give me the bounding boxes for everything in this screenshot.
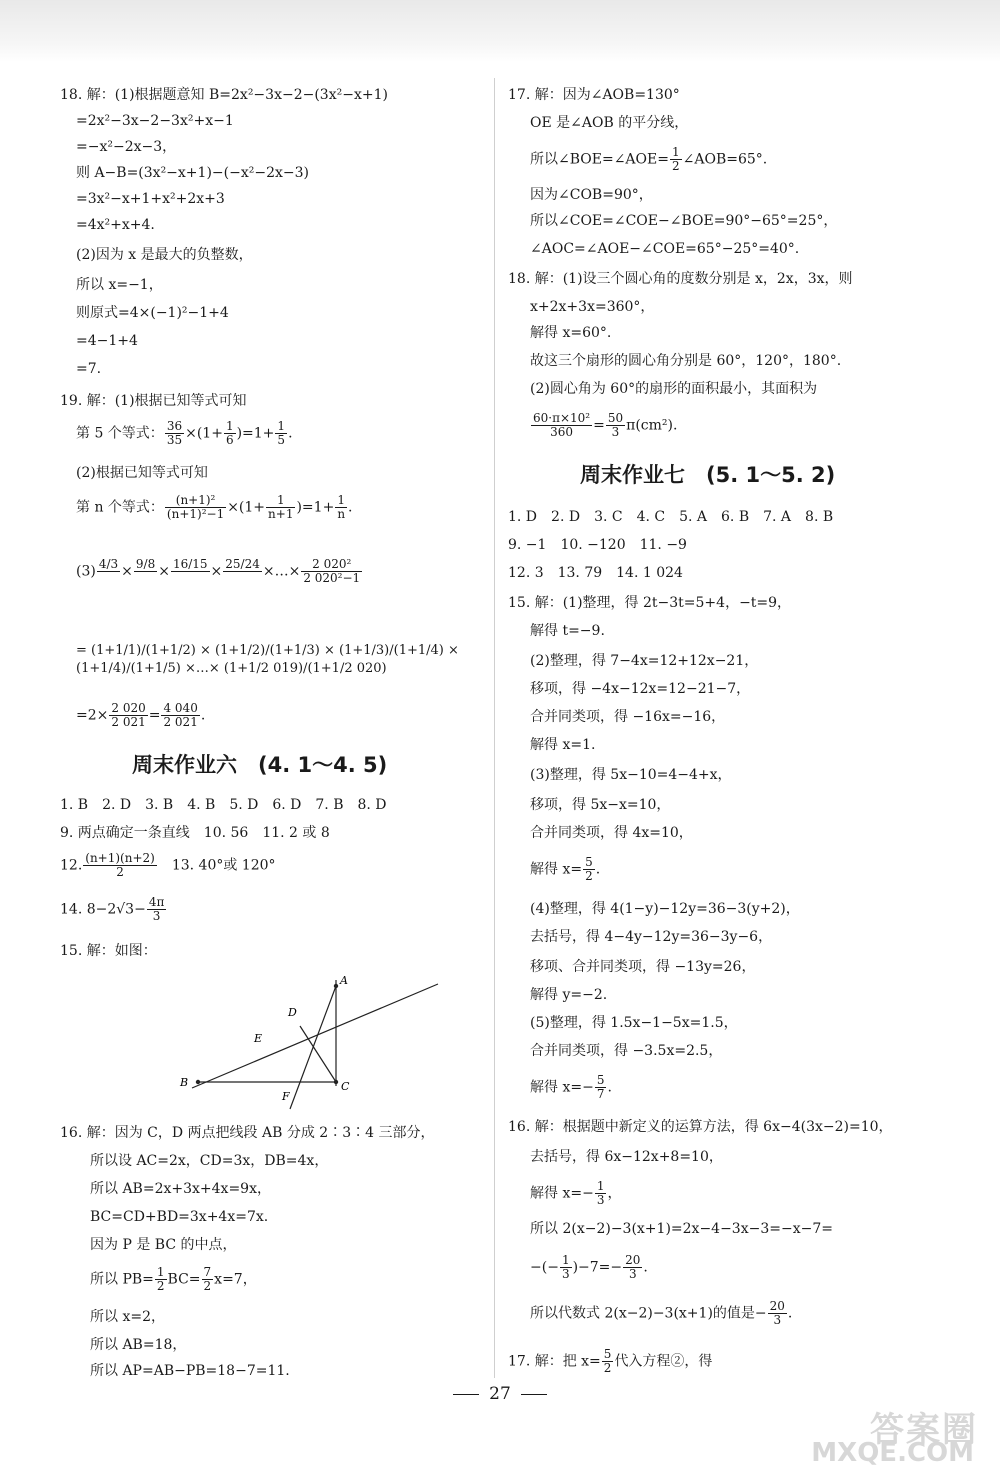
r-q15-line13: 移项、合并同类项，得 −13y=26， [530,959,756,975]
r-q16-line1: 16. 解：根据题中新定义的运算方法，得 6x−4(3x−2)=10， [508,1119,893,1135]
line-af [290,986,336,1109]
r-q15-line12: 去括号，得 4−4y−12y=36−3y−6， [530,929,773,945]
label-e: E [254,1032,263,1045]
r-q15-line7: (3)整理，得 5x−10=4−4+x， [530,767,732,783]
scan-band [0,0,1000,62]
r-q18-line1: 18. 解：(1)设三个圆心角的度数分别是 x，2x，3x，则 [508,271,853,287]
label-c: C [341,1080,350,1093]
q19-line7: =2× $\frac{2 020}{2 021}$ = $\frac{4 040}{2 021}$ . [76,701,206,729]
r-q16-line2: 去括号，得 6x−12x+8=10， [530,1149,723,1165]
r-q15-line10: 解得 x= $\frac{5}{2}$ . [530,855,601,883]
q19-line1: 19. 解：(1)根据已知等式可知 [60,393,247,409]
geometry-figure [170,964,470,1114]
ans6-line5: 15. 解：如图： [60,943,157,959]
q16-line6: 所以 PB= $\frac{1}{2}$ BC= $\frac{7}{2}$ x=7， [90,1265,257,1293]
line-ba [192,984,438,1088]
label-f: F [282,1090,290,1103]
point-c [334,1080,338,1084]
r-q16-line6: 所以代数式 2(x−2)−3(x+1)的值是− $\frac{20}{3}$ . [530,1299,793,1327]
q18-line1: 18. 解：(1)根据题意知 B=2x²−3x−2−(3x²−x+1) [60,87,388,103]
ans6-line4: 14. 8−2√3− $\frac{4\pi}{3}$ [60,895,165,923]
r-q17-line2: OE 是∠AOB 的平分线， [530,115,689,131]
ans6-line2: 9. 两点确定一条直线 10. 56 11. 2 或 8 [60,825,330,841]
section-title-7: 周末作业七 (5. 1～5. 2) [580,463,836,487]
r-q18-line6: $\frac{\text{60·π×10²}}{360}$ = $\frac{50}{3}$ π(cm²). [533,411,678,439]
r-q18-line4: 故这三个扇形的圆心角分别是 60°，120°，180°. [530,353,842,369]
r-q17b-line1: 17. 解：把 x= $\frac{5}{2}$ 代入方程②，得 [508,1347,713,1375]
watermark-logo: 答案圈 [870,1410,978,1450]
q18-line3: =−x²−2x−3， [76,139,177,155]
r-q15-line9: 合并同类项，得 4x=10， [530,825,693,841]
watermark-url: MXQE.COM [811,1438,974,1468]
q18-line7: (2)因为 x 是最大的负整数， [76,247,253,263]
point-a [334,984,338,988]
r-q15-line15: (5)整理，得 1.5x−1−5x=1.5， [530,1015,738,1031]
q19-line5: (3) 4/3 × 9/8 × 16/15 × 25/24 ×…× $\frac{\text{2 020²}}{\text{2 020²−1}}$ [76,557,361,585]
q16-line5: 因为 P 是 BC 的中点， [90,1237,237,1253]
q16-line2: 所以设 AC=2x，CD=3x，DB=4x， [90,1153,329,1169]
q18-line4: 则 A−B=(3x²−x+1)−(−x²−2x−3) [76,165,309,181]
q19-line6: = (1+1/1)/(1+1/2) × (1+1/2)/(1+1/3) × (1+1/3)/(1+1/4) × (1+1/4)/(1+1/5) ×…× (1+1/2 019)/(1+1/2 020) [76,643,459,676]
r-q16-line4: 所以 2(x−2)−3(x+1)=2x−4−3x−3=−x−7= [530,1221,833,1237]
r-q17-line6: ∠AOC=∠AOE−∠COE=65°−25°=40°. [530,241,800,257]
q18-line6: =4x²+x+4. [76,217,155,233]
ans6-line1: 1. B 2. D 3. B 4. B 5. D 6. D 7. B 8. D [60,797,387,813]
r-q15-line3: (2)整理，得 7−4x=12+12x−21， [530,653,759,669]
r-q15-line16: 合并同类项，得 −3.5x=2.5， [530,1043,723,1059]
q16-line7: 所以 x=2， [90,1309,165,1325]
ans7-line3: 12. 3 13. 79 14. 1 024 [508,565,683,581]
r-q17-line1: 17. 解：因为∠AOB=130° [508,87,680,103]
label-a: A [340,974,348,987]
page-number: 27 [0,1384,1000,1404]
r-q17-line4: 因为∠COB=90°， [530,187,653,203]
label-b: B [180,1076,189,1089]
q18-line11: =7. [76,361,102,377]
r-q18-line5: (2)圆心角为 60°的扇形的面积最小，其面积为 [530,381,818,397]
r-q15-line4: 移项，得 −4x−12x=12−21−7， [530,681,751,697]
q18-line10: =4−1+4 [76,333,138,349]
r-q17-line5: 所以∠COE=∠COE−∠BOE=90°−65°=25°， [530,213,838,229]
section-title-6: 周末作业六 (4. 1～4. 5) [132,753,388,777]
q16-line8: 所以 AB=18， [90,1337,187,1353]
q16-line4: BC=CD+BD=3x+4x=7x. [90,1209,269,1225]
r-q15-line8: 移项，得 5x−x=10， [530,797,671,813]
ans6-line3: 12. $\frac{(n+1)(n+2)}{2}$ 13. 40°或 120° [60,851,276,879]
q19-line3: (2)根据已知等式可知 [76,465,208,481]
r-q18-line2: x+2x+3x=360°， [530,299,655,315]
r-q18-line3: 解得 x=60°. [530,325,612,341]
r-q15-line11: (4)整理，得 4(1−y)−12y=36−3(y+2)， [530,901,800,917]
q18-line2: =2x²−3x−2−3x²+x−1 [76,113,234,129]
q19-line2: 第 5 个等式： $\frac{36}{35}$ ×(1+ $\frac{1}{6}$ )=1+ $\frac{1}{5}$ . [76,419,293,447]
r-q17-line3: 所以∠BOE=∠AOE= $\frac{1}{2}$ ∠AOB=65°. [530,145,768,173]
q18-line5: =3x²−x+1+x²+2x+3 [76,191,225,207]
point-b [196,1080,200,1084]
q16-line1: 16. 解：因为 C，D 两点把线段 AB 分成 2∶3∶4 三部分， [60,1125,435,1141]
label-d: D [288,1006,297,1019]
ans7-line2: 9. −1 10. −120 11. −9 [508,537,687,553]
q16-line9: 所以 AP=AB−PB=18−7=11. [90,1363,290,1379]
q19-line4: 第 n 个等式： $\frac{\text{(n+1)²}}{\text{(n+1)²−1}}$ ×(1+ $\frac{1}{n+1}$ )=1+ $\frac{1}{n}$ . [76,493,353,521]
column-divider [494,78,495,1378]
r-q16-line3: 解得 x=− $\frac{1}{3}$ ， [530,1179,622,1207]
q18-line8: 所以 x=−1， [76,277,163,293]
q18-line9: 则原式=4×(−1)²−1+4 [76,305,229,321]
r-q15-line6: 解得 x=1. [530,737,596,753]
r-q16-line5: −(− $\frac{1}{3}$ )−7=− $\frac{20}{3}$ . [530,1253,648,1281]
binding-mark [6,692,18,762]
r-q15-line2: 解得 t=−9. [530,623,605,639]
r-q15-line17: 解得 x=− $\frac{5}{7}$ . [530,1073,612,1101]
ans7-line1: 1. D 2. D 3. C 4. C 5. A 6. B 7. A 8. B [508,509,834,525]
r-q15-line1: 15. 解：(1)整理，得 2t−3t=5+4，−t=9， [508,595,792,611]
q16-line3: 所以 AB=2x+3x+4x=9x， [90,1181,271,1197]
r-q15-line5: 合并同类项，得 −16x=−16， [530,709,726,725]
r-q15-line14: 解得 y=−2. [530,987,608,1003]
